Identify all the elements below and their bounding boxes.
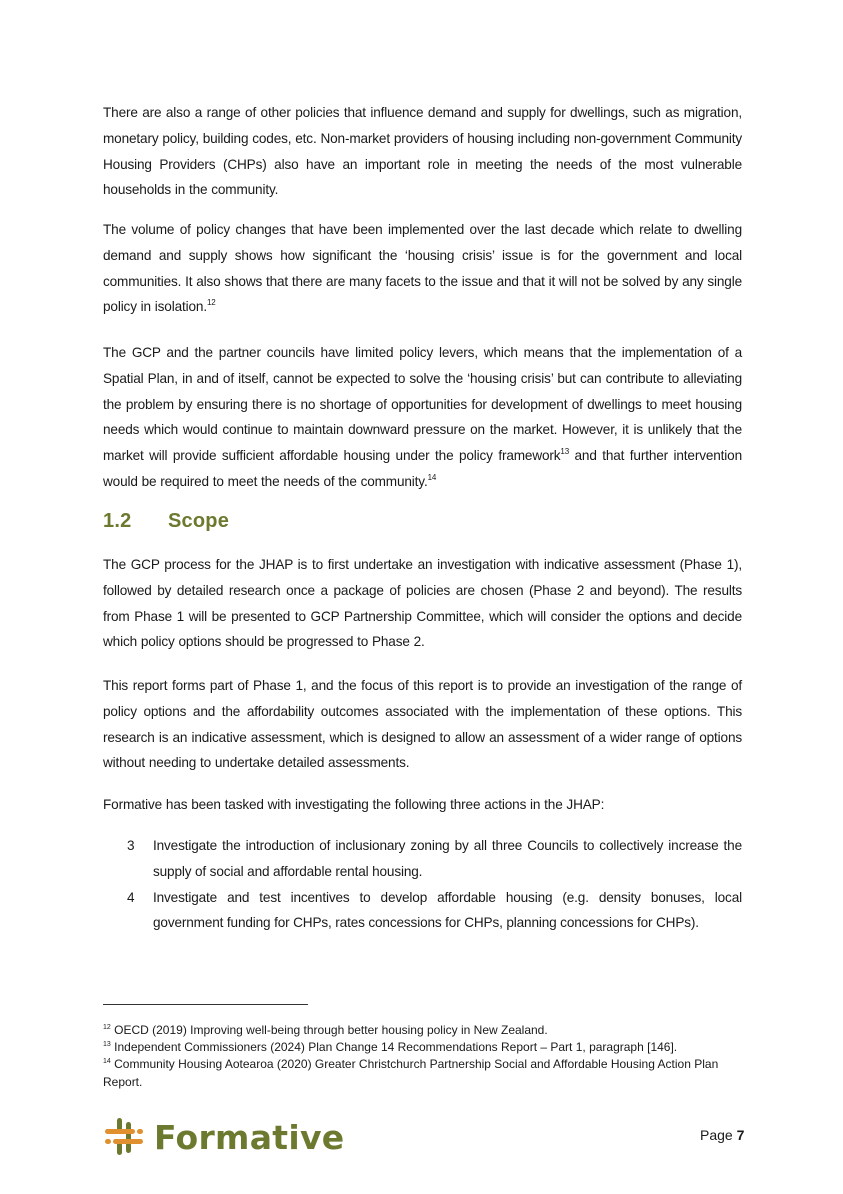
footnote-ref[interactable]: 12 [206,298,216,308]
footnote-text: OECD (2019) Improving well-being through better housing policy in New Zealand. [110,1023,548,1037]
page-number-value: 7 [736,1127,745,1143]
footnote [103,1039,743,1056]
paragraph-other-policies: There are also a range of other policies that influence demand and supply for dwellings, such as migration, monetary policy, building codes, etc. Non-market providers of housing including non-government Community Housing Providers (CHPs) also have an important role in meeting the needs of the most vulnerable households in the community. [103,105,742,198]
formative-logo-icon [104,1117,144,1157]
paragraph-actions-intro: Formative has been tasked with investigating the following three actions in the JHAP: [103,797,605,812]
page-number [700,1127,744,1143]
footnote-number: 13 [103,1041,111,1049]
footnotes [103,1022,743,1091]
section-number: 1.2 [103,510,132,532]
formative-logo-text: Formative [154,1117,345,1157]
paragraph-policy-volume [103,217,742,320]
list-text: Investigate the introduction of inclusionary zoning by all three Councils to collectively increase the supply of social and affordable rental housing. [153,838,742,879]
footnote-divider [103,1004,308,1005]
footnote-text: Community Housing Aotearoa (2020) Greater Christchurch Partnership Social and Affordable Housing Action Plan Report. [103,1057,719,1089]
list-number: 4 [127,889,135,905]
footnote [103,1056,743,1090]
formative-logo [104,1117,344,1157]
section-heading [103,510,229,533]
list-text: Investigate and test incentives to develop affordable housing (e.g. density bonuses, local government funding for CHPs, rates concessions for CHPs, planning concessions for CHPs). [153,889,742,931]
paragraph-policy-levers [103,340,742,495]
footnote-ref[interactable]: 13 [560,447,570,457]
paragraph-scope-process: The GCP process for the JHAP is to first undertake an investigation with indicative assessment (Phase 1), followed by detailed research once a package of policies are chosen (Phase 2 and beyond). The results from Phase 1 will be presented to GCP Partnership Committee, which will consider the options and decide which policy options should be progressed to Phase 2. [103,557,742,650]
page-label: Page [700,1127,737,1143]
footnote [103,1022,743,1039]
list-number: 3 [127,838,135,853]
section-title: Scope [168,510,230,532]
list-item [103,885,742,937]
footnote-number: 14 [103,1058,111,1066]
footnote-number: 12 [103,1024,111,1031]
paragraph-report-focus: This report forms part of Phase 1, and the focus of this report is to provide an investigation of the range of policy options and the affordability outcomes associated with the implementation of these options. This research is an indicative assessment, which is designed to allow an assessment of a wider range of options without needing to undertake detailed assessments. [103,678,742,771]
paragraph-text: and that further intervention would be required to meet the needs of the community. [103,448,742,489]
footnote-ref[interactable]: 14 [427,472,437,482]
list-item [103,833,742,885]
paragraph-text: The GCP and the partner councils have limited policy levers, which means that the implementation of a Spatial Plan, in and of itself, cannot be expected to solve the ‘housing crisis’ but can contribute to alleviating the problem by ensuring there is no shortage of opportunities for development of dwellings to meet housing needs which would continue to maintain downward pressure on the market. However, it is unlikely that the market will provide sufficient affordable housing under the policy framework [103,345,742,464]
footnote-text: Independent Commissioners (2024) Plan Change 14 Recommendations Report – Part 1, paragraph [146]. [110,1040,678,1055]
paragraph-text: The volume of policy changes that have been implemented over the last decade which relate to dwelling demand and supply shows how significant the ‘housing crisis’ issue is for the government and local communities. It also shows that there are many facets to the issue and that it will not be solved by any single policy in isolation. [103,222,742,315]
actions-list [103,833,742,936]
